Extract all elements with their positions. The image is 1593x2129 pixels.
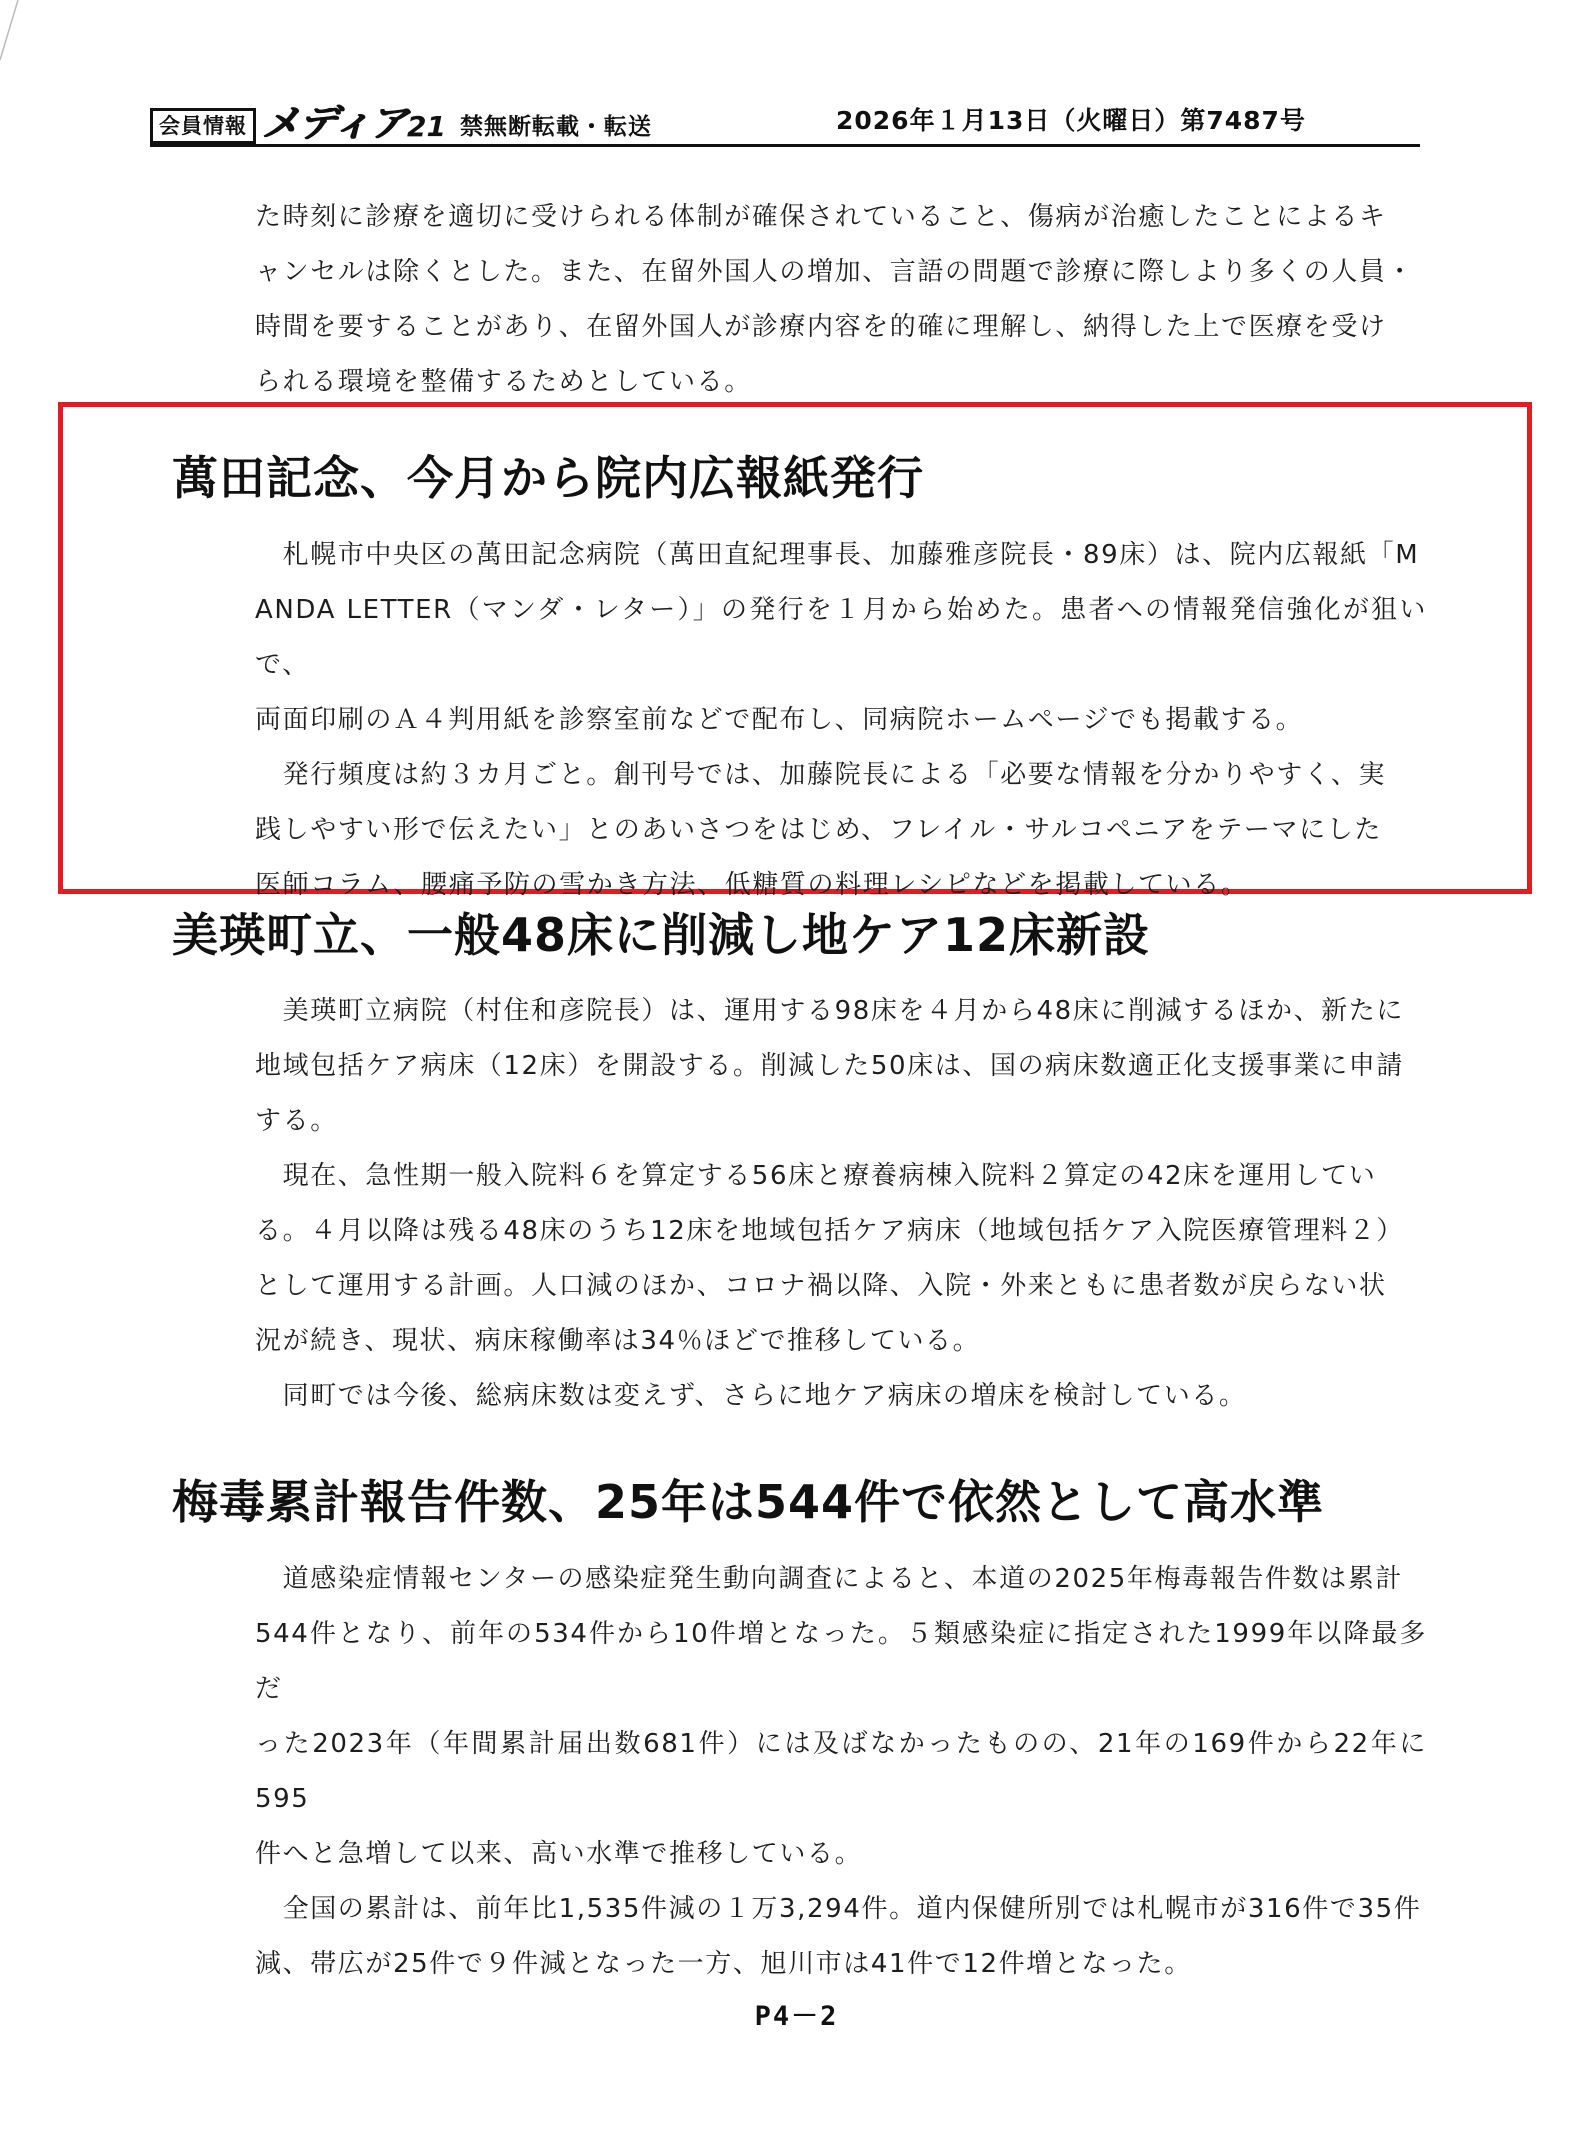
text-line: する。 xyxy=(255,1106,338,1136)
issue-date: 2026年１月13日（火曜日）第7487号 xyxy=(836,106,1306,135)
text-line: った2023年（年間累計届出数681件）には及ばなかったものの、21年の169件から22年に595 xyxy=(255,1729,1427,1814)
text-line: ANDA LETTER（マンダ・レター）」の発行を１月から始めた。患者への情報発信強化が狙いで、 xyxy=(255,595,1427,680)
text-line: る。４月以降は残る48床のうち12床を地域包括ケア病床（地域包括ケア入院医療管理料２） xyxy=(255,1216,1404,1246)
text-line: 同町では今後、総病床数は変えず、さらに地ケア病床の増床を検討している。 xyxy=(255,1381,1247,1411)
article-body xyxy=(255,528,1427,913)
article-body xyxy=(255,984,1427,1424)
text-line: 札幌市中央区の萬田記念病院（萬田直紀理事長、加藤雅彦院長・89床）は、院内広報紙「M xyxy=(255,540,1420,570)
reprint-notice: 禁無断転載・転送 xyxy=(459,114,652,140)
text-line: 時間を要することがあり、在留外国人が診療内容を的確に理解し、納得した上で医療を受け xyxy=(255,312,1387,342)
text-line: 件へと急増して以来、高い水準で推移している。 xyxy=(255,1839,863,1869)
text-line: として運用する計画。人口減のほか、コロナ禍以降、入院・外来ともに患者数が戻らない状 xyxy=(255,1271,1387,1301)
intro-paragraph xyxy=(255,190,1427,410)
text-line: られる環境を整備するためとしている。 xyxy=(255,367,752,397)
text-line: 現在、急性期一般入院料６を算定する56床と療養病棟入院料２算定の42床を運用してい xyxy=(255,1161,1377,1191)
text-line: 地域包括ケア病床（12床）を開設する。削減した50床は、国の病床数適正化支援事業に申請 xyxy=(255,1051,1404,1081)
member-info-badge: 会員情報 xyxy=(150,108,256,144)
page-corner-mark xyxy=(0,0,30,70)
text-line: 発行頻度は約３カ月ごと。創刊号では、加藤院長による「必要な情報を分かりやすく、実 xyxy=(255,760,1387,790)
text-line: 道感染症情報センターの感染症発生動向調査によると、本道の2025年梅毒報告件数は累計 xyxy=(255,1564,1403,1594)
text-line: 544件となり、前年の534件から10件増となった。５類感染症に指定された1999年以降最多だ xyxy=(255,1619,1427,1704)
text-line: 全国の累計は、前年比1,535件減の１万3,294件。道内保健所別では札幌市が316件で35件 xyxy=(255,1894,1422,1924)
article-headline: 梅毒累計報告件数、25年は544件で依然として高水準 xyxy=(172,1475,1325,1529)
publication-logo-number: 21 xyxy=(406,110,446,143)
article-body xyxy=(255,1552,1427,1992)
page-number: P4－2 xyxy=(754,2001,839,2032)
article-headline: 美瑛町立、一般48床に削減し地ケア12床新設 xyxy=(172,908,1151,962)
text-line: 減、帯広が25件で９件減となった一方、旭川市は41件で12件増となった。 xyxy=(255,1949,1192,1979)
text-line: 医師コラム、腰痛予防の雪かき方法、低糖質の料理レシピなどを掲載している。 xyxy=(255,870,1249,900)
text-line: 両面印刷のＡ４判用紙を診察室前などで配布し、同病院ホームページでも掲載する。 xyxy=(255,705,1304,735)
text-line: ャンセルは除くとした。また、在留外国人の増加、言語の問題で診療に際しより多くの人員・ xyxy=(255,257,1415,287)
text-line: た時刻に診療を適切に受けられる体制が確保されていること、傷病が治癒したことによるキ xyxy=(255,202,1387,232)
text-line: 践しやすい形で伝えたい」とのあいさつをはじめ、フレイル・サルコペニアをテーマにした xyxy=(255,815,1382,845)
article-headline: 萬田記念、今月から院内広報紙発行 xyxy=(172,451,924,505)
newsletter-header xyxy=(150,98,1420,147)
publication-logo: メディア xyxy=(262,101,407,145)
text-line: 況が続き、現状、病床稼働率は34％ほどで推移している。 xyxy=(255,1326,981,1356)
text-line: 美瑛町立病院（村住和彦院長）は、運用する98床を４月から48床に削減するほか、新たに xyxy=(255,996,1404,1026)
